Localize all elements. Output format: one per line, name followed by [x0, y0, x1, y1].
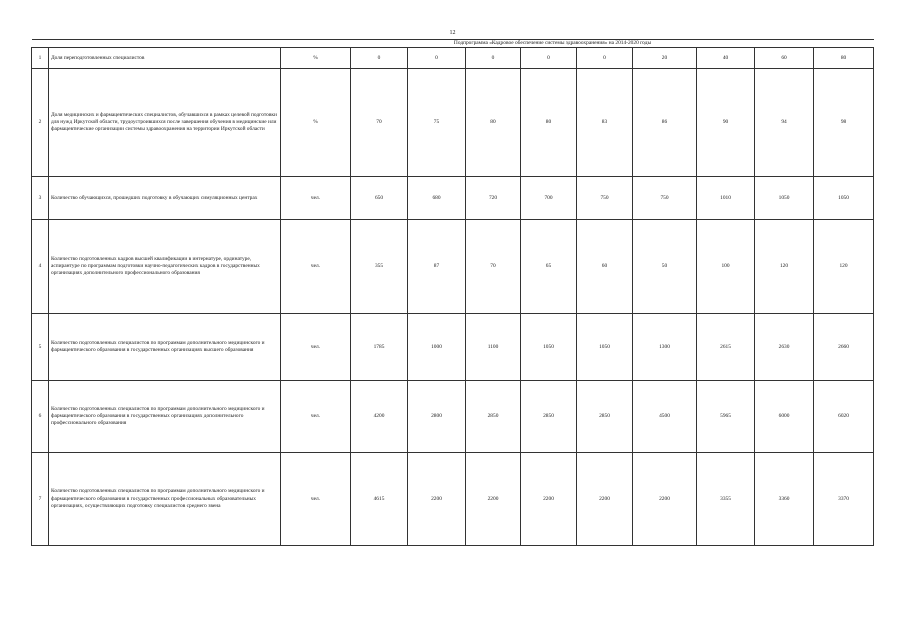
value-cell: 98 [814, 69, 874, 177]
row-number: 2 [32, 69, 49, 177]
value-cell: 2200 [633, 453, 697, 546]
value-cell: 70 [351, 69, 408, 177]
value-cell: 83 [577, 69, 633, 177]
row-number: 4 [32, 220, 49, 314]
value-cell: 2200 [466, 453, 521, 546]
value-cell: 720 [466, 177, 521, 220]
value-cell: 2850 [466, 381, 521, 453]
value-cell: 80 [466, 69, 521, 177]
value-cell: 750 [633, 177, 697, 220]
value-cell: 4500 [633, 381, 697, 453]
value-cell: 60 [577, 220, 633, 314]
table-row [32, 453, 874, 546]
value-cell: 2660 [814, 314, 874, 381]
value-cell: 3360 [755, 453, 814, 546]
table-row [32, 177, 874, 220]
value-cell: 94 [755, 69, 814, 177]
indicator-name: Количество обучающихся, прошедших подготовку в обучающих симуляционных центрах [49, 177, 281, 220]
unit-cell: чел. [281, 314, 351, 381]
value-cell: 2200 [408, 453, 466, 546]
value-cell: 5965 [697, 381, 755, 453]
table-row [32, 314, 874, 381]
value-cell: 86 [633, 69, 697, 177]
value-cell: 700 [521, 177, 577, 220]
value-cell: 60 [755, 48, 814, 69]
value-cell: 70 [466, 220, 521, 314]
unit-cell: % [281, 48, 351, 69]
indicator-name: Доля медицинских и фармацевтических специалистов, обучавшихся в рамках целевой подготовки для нужд Иркутской области, трудоустроившихся после завершения обучения в медицинские или фармацевтические организации системы здравоохранения на территории Иркутской области [49, 69, 281, 177]
value-cell: 40 [697, 48, 755, 69]
value-cell: 6020 [814, 381, 874, 453]
value-cell: 2800 [408, 381, 466, 453]
value-cell: 75 [408, 69, 466, 177]
value-cell: 2850 [577, 381, 633, 453]
subprogram-header-row [32, 40, 874, 48]
value-cell: 50 [633, 220, 697, 314]
table-row [32, 69, 874, 177]
value-cell: 3355 [697, 453, 755, 546]
value-cell: 2630 [755, 314, 814, 381]
value-cell: 750 [577, 177, 633, 220]
value-cell: 650 [351, 177, 408, 220]
value-cell: 80 [814, 48, 874, 69]
value-cell: 1050 [577, 314, 633, 381]
value-cell: 100 [697, 220, 755, 314]
row-number: 7 [32, 453, 49, 546]
row-number: 5 [32, 314, 49, 381]
indicators-table [31, 39, 874, 546]
value-cell: 2200 [521, 453, 577, 546]
value-cell: 1000 [408, 314, 466, 381]
value-cell: 1785 [351, 314, 408, 381]
value-cell: 0 [577, 48, 633, 69]
indicator-name: Доля переподготовленных специалистов [49, 48, 281, 69]
row-number: 3 [32, 177, 49, 220]
value-cell: 0 [351, 48, 408, 69]
value-cell: 0 [408, 48, 466, 69]
indicator-name: Количество подготовленных специалистов по программам дополнительного медицинского и фармацевтического образования в государственных организациях дополнительного профессионального образования [49, 381, 281, 453]
table-row [32, 220, 874, 314]
indicator-name: Количество подготовленных специалистов по программам дополнительного медицинского и фармацевтического образования в государственных организациях высшего образования [49, 314, 281, 381]
indicator-name: Количество подготовленных специалистов по программам дополнительного медицинского и фармацевтического образования в государственных профессиональных образовательных организациях, осуществляющих подготовку специалистов среднего звена [49, 453, 281, 546]
unit-cell: % [281, 69, 351, 177]
value-cell: 65 [521, 220, 577, 314]
value-cell: 20 [633, 48, 697, 69]
value-cell: 1100 [466, 314, 521, 381]
value-cell: 120 [814, 220, 874, 314]
value-cell: 4615 [351, 453, 408, 546]
unit-cell: чел. [281, 177, 351, 220]
value-cell: 3370 [814, 453, 874, 546]
value-cell: 2615 [697, 314, 755, 381]
subprogram-title: Подпрограмма «Кадровое обеспечение системы здравоохранения» на 2014-2020 годы [351, 40, 755, 48]
value-cell: 87 [408, 220, 466, 314]
value-cell: 0 [466, 48, 521, 69]
row-number: 1 [32, 48, 49, 69]
value-cell: 1010 [697, 177, 755, 220]
value-cell: 0 [521, 48, 577, 69]
unit-cell: чел. [281, 220, 351, 314]
unit-cell: чел. [281, 453, 351, 546]
page-number: 12 [449, 30, 456, 36]
value-cell: 120 [755, 220, 814, 314]
value-cell: 355 [351, 220, 408, 314]
indicator-name: Количество подготовленных кадров высшей квалификации в интернатуре, ординатуре, аспирантуре по программам подготовки научно-педагогических кадров в государственных организациях дополнительного профессионального образования [49, 220, 281, 314]
value-cell: 1300 [633, 314, 697, 381]
value-cell: 1050 [521, 314, 577, 381]
value-cell: 90 [697, 69, 755, 177]
value-cell: 1050 [814, 177, 874, 220]
table-row [32, 381, 874, 453]
value-cell: 2850 [521, 381, 577, 453]
value-cell: 80 [521, 69, 577, 177]
row-number: 6 [32, 381, 49, 453]
value-cell: 4200 [351, 381, 408, 453]
value-cell: 2200 [577, 453, 633, 546]
table-row [32, 48, 874, 69]
value-cell: 680 [408, 177, 466, 220]
value-cell: 6000 [755, 381, 814, 453]
value-cell: 1050 [755, 177, 814, 220]
unit-cell: чел. [281, 381, 351, 453]
